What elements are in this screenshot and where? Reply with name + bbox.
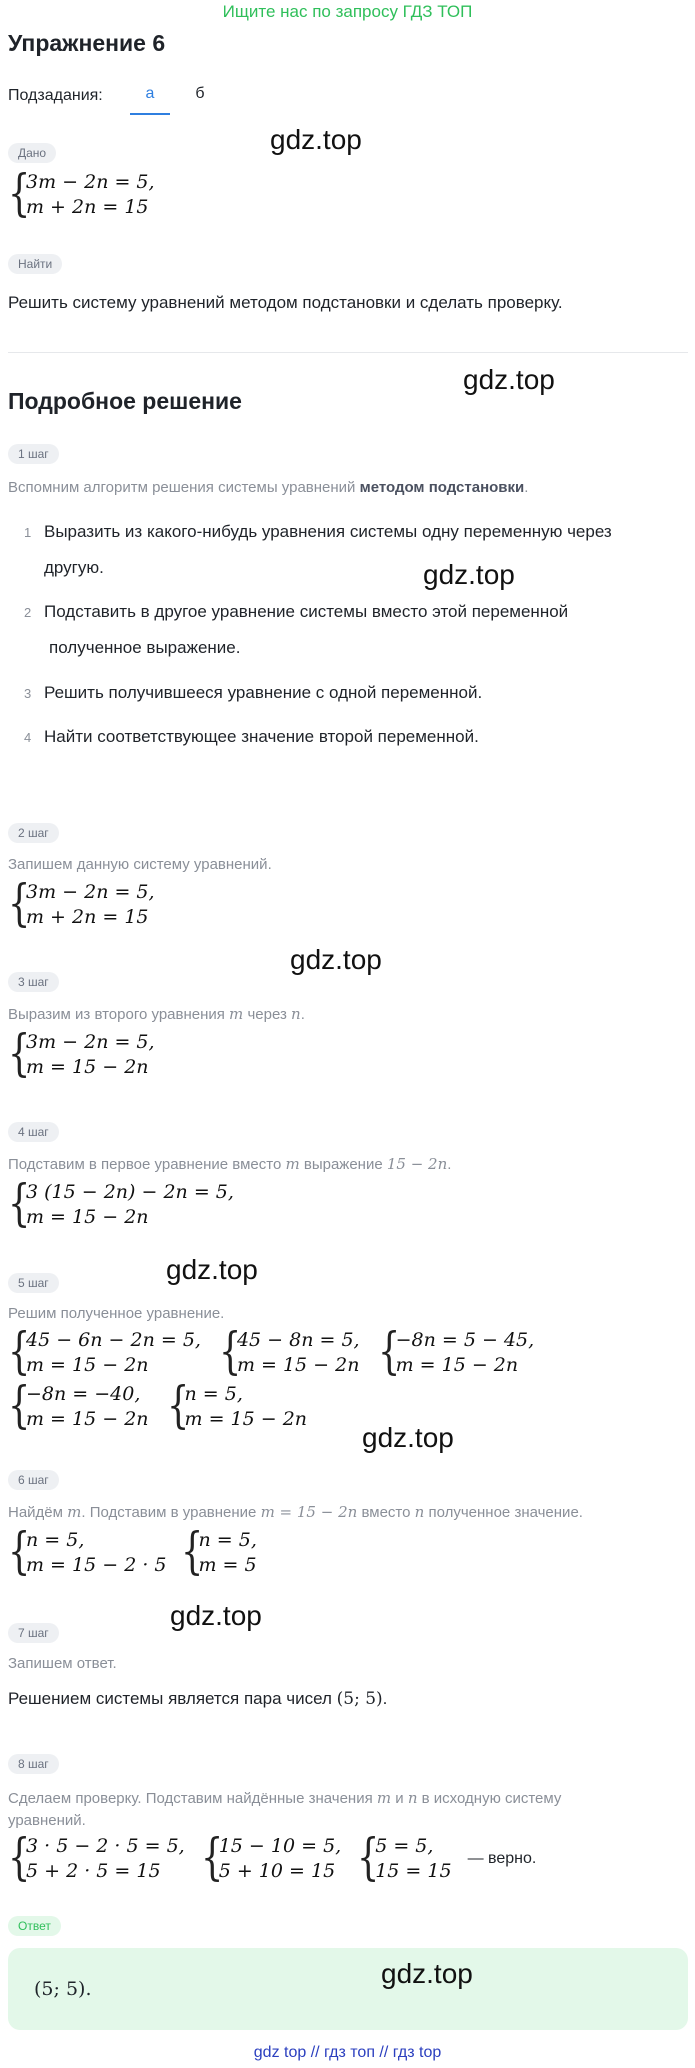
system: { 3 · 5 − 2 · 5 = 5, 5 + 2 · 5 = 15	[8, 1828, 185, 1886]
system: { 15 − 10 = 5, 5 + 10 = 15	[200, 1828, 342, 1886]
divider	[8, 352, 688, 353]
find-text: Решить систему уравнений методом подстановки и сделать проверку.	[8, 293, 563, 312]
step-badge: 4 шаг	[8, 1122, 59, 1142]
footer-links[interactable]: gdz top // гдз топ // гдз top	[253, 2044, 442, 2061]
equation: m = 15 − 2n	[26, 1056, 149, 1078]
step-text: Запишем ответ.	[8, 1655, 117, 1672]
step-badge: 2 шаг	[8, 823, 59, 843]
given-system: { 3m − 2n = 5, m + 2n = 15	[8, 164, 155, 222]
step-text: Найдём m. Подставим в уравнение m = 15 − 2n вместо n полученное значение.	[8, 1503, 583, 1521]
step-badge: 5 шаг	[8, 1273, 59, 1293]
system: { 5 = 5, 15 = 15	[357, 1828, 452, 1886]
answer-box	[8, 1948, 688, 2030]
system: { −8n = 5 − 45, m = 15 − 2n	[377, 1322, 535, 1380]
step-text: Запишем данную систему уравнений.	[8, 856, 272, 873]
system: { 45 − 8n = 5, m = 15 − 2n	[218, 1322, 360, 1380]
system: { 3m − 2n = 5, m = 15 − 2n	[8, 1024, 155, 1082]
system: { n = 5, m = 15 − 2n	[166, 1376, 308, 1434]
systems-row	[8, 1322, 535, 1380]
equation: m + 2n = 15	[26, 906, 149, 928]
watermark: gdz.top	[270, 124, 362, 155]
list-item: 1 Выразить из какого-нибудь уравнения системы одну переменную через другую.	[24, 522, 612, 577]
equation: m + 2n = 15	[26, 196, 149, 218]
subtasks-label: Подзадания:	[8, 87, 103, 104]
list-item: 4 Найти соответствующее значение второй переменной.	[24, 727, 479, 746]
watermark: gdz.top	[166, 1254, 258, 1285]
watermark: gdz.top	[290, 944, 382, 975]
equation: 3m − 2n = 5,	[26, 881, 155, 903]
watermark: gdz.top	[362, 1422, 454, 1453]
systems-row	[8, 1376, 308, 1434]
active-tab-underline	[130, 113, 170, 115]
answer-sentence: Решением системы является пара чисел (5; 5).	[8, 1689, 388, 1709]
watermark: gdz.top	[381, 1958, 473, 1989]
tab-a[interactable]: а	[145, 85, 155, 102]
system: { n = 5, m = 5	[180, 1522, 257, 1580]
answer-value: (5; 5).	[34, 1978, 92, 2000]
system: { −8n = −40, m = 15 − 2n	[8, 1376, 149, 1434]
given-badge: Дано	[8, 143, 56, 163]
step-badge: 6 шаг	[8, 1470, 59, 1490]
system: { n = 5, m = 15 − 2 · 5	[8, 1522, 167, 1580]
step-badge: 7 шаг	[8, 1623, 59, 1643]
list-item: 2 Подставить в другое уравнение системы вместо этой переменной полученное выражение.	[24, 602, 569, 657]
step-text: Выразим из второго уравнения m через n.	[8, 1005, 305, 1023]
verdict: — верно.	[467, 1850, 537, 1867]
step-badge: 1 шаг	[8, 444, 59, 464]
equation: 3 (15 − 2n) − 2n = 5,	[26, 1181, 234, 1203]
equation: 3m − 2n = 5,	[26, 1031, 155, 1053]
find-badge: Найти	[8, 254, 62, 274]
top-banner: Ищите нас по запросу ГДЗ ТОП	[222, 2, 473, 21]
systems-row	[8, 1522, 257, 1580]
tab-b[interactable]: б	[195, 85, 205, 102]
watermark: gdz.top	[170, 1600, 262, 1631]
system: { 3 (15 − 2n) − 2n = 5, m = 15 − 2n	[8, 1174, 234, 1232]
step-text: Сделаем проверку. Подставим найдённые значения m и n в исходную систему уравнений.	[8, 1789, 562, 1829]
answer-badge: Ответ	[8, 1916, 61, 1936]
solution-title: Подробное решение	[8, 388, 242, 414]
page-title: Упражнение 6	[8, 30, 166, 56]
algorithm-list	[24, 514, 612, 755]
watermark: gdz.top	[423, 559, 515, 590]
step-badge: 3 шаг	[8, 972, 59, 992]
watermark: gdz.top	[463, 364, 555, 395]
step-badge: 8 шаг	[8, 1754, 59, 1774]
systems-row	[8, 1828, 537, 1886]
equation: 3m − 2n = 5,	[26, 171, 155, 193]
step-text: Подставим в первое уравнение вместо m выражение 15 − 2n.	[8, 1155, 452, 1173]
step-text: Решим полученное уравнение.	[8, 1305, 225, 1322]
equation: m = 15 − 2n	[26, 1206, 149, 1228]
system: { 3m − 2n = 5, m + 2n = 15	[8, 874, 155, 932]
system: { 45 − 6n − 2n = 5, m = 15 − 2n	[8, 1322, 201, 1380]
step-text: Вспомним алгоритм решения системы уравнений методом подстановки.	[8, 479, 529, 496]
list-item: 3 Решить получившееся уравнение с одной переменной.	[24, 683, 483, 702]
